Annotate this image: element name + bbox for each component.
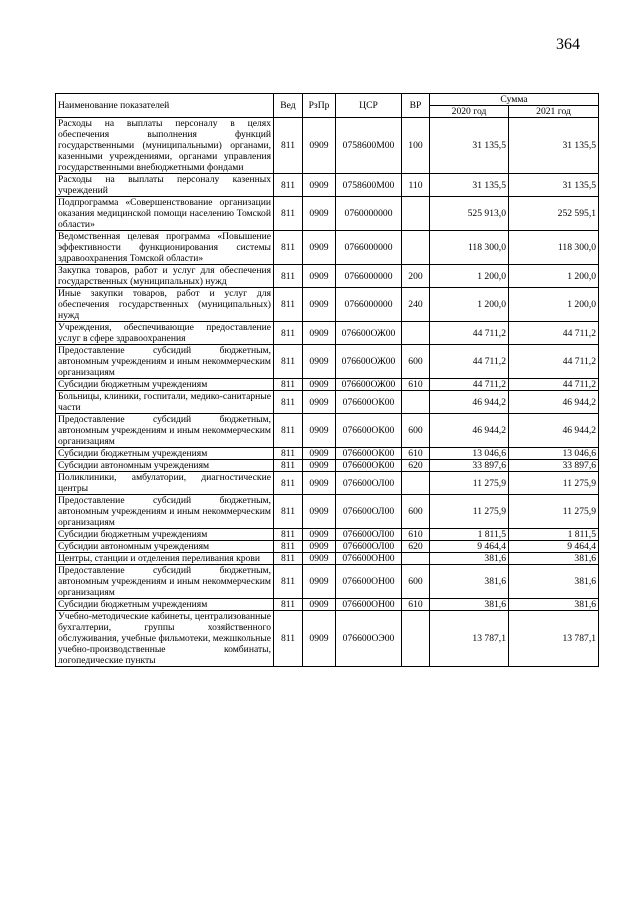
row-csr: 076600ОЛ00	[336, 529, 402, 541]
row-ved: 811	[274, 529, 303, 541]
row-name: Субсидии бюджетным учреждениям	[56, 379, 274, 391]
row-sum-2020: 33 897,6	[430, 460, 509, 472]
row-csr: 076600ОЛ00	[336, 495, 402, 529]
row-ved: 811	[274, 391, 303, 414]
row-name: Центры, станции и отделения переливания крови	[56, 553, 274, 565]
row-vr: 620	[402, 460, 430, 472]
row-vr: 610	[402, 529, 430, 541]
row-csr: 076600ОЖ00	[336, 322, 402, 345]
row-sum-2020: 44 711,2	[430, 379, 509, 391]
row-csr: 076600ОК00	[336, 391, 402, 414]
row-sum-2021: 13 787,1	[509, 611, 599, 667]
row-vr	[402, 231, 430, 265]
row-name: Субсидии автономным учреждениям	[56, 541, 274, 553]
row-rzpr: 0909	[303, 472, 336, 495]
row-sum-2021: 11 275,9	[509, 495, 599, 529]
row-ved: 811	[274, 448, 303, 460]
table-row	[56, 288, 599, 322]
row-sum-2020: 46 944,2	[430, 391, 509, 414]
table-row	[56, 231, 599, 265]
row-csr: 0766000000	[336, 231, 402, 265]
row-vr: 200	[402, 265, 430, 288]
table-header	[56, 94, 599, 118]
row-sum-2021: 381,6	[509, 553, 599, 565]
table-row	[56, 611, 599, 667]
table-row	[56, 414, 599, 448]
row-sum-2020: 44 711,2	[430, 345, 509, 379]
row-sum-2021: 1 811,5	[509, 529, 599, 541]
row-name: Ведомственная целевая программа «Повышение эффективности функционирования системы здравоохранения Томской области»	[56, 231, 274, 265]
row-ved: 811	[274, 322, 303, 345]
row-rzpr: 0909	[303, 553, 336, 565]
table-row	[56, 265, 599, 288]
row-rzpr: 0909	[303, 345, 336, 379]
header-rzpr: РзПр	[303, 94, 336, 118]
row-vr	[402, 197, 430, 231]
row-csr: 0760000000	[336, 197, 402, 231]
row-vr: 610	[402, 379, 430, 391]
row-rzpr: 0909	[303, 611, 336, 667]
row-name: Иные закупки товаров, работ и услуг для обеспечения государственных (муниципальных) нужд	[56, 288, 274, 322]
row-sum-2020: 525 913,0	[430, 197, 509, 231]
row-sum-2020: 118 300,0	[430, 231, 509, 265]
row-vr: 600	[402, 565, 430, 599]
row-ved: 811	[274, 414, 303, 448]
row-name: Больницы, клиники, госпитали, медико-санитарные части	[56, 391, 274, 414]
row-rzpr: 0909	[303, 565, 336, 599]
row-ved: 811	[274, 231, 303, 265]
row-sum-2020: 13 787,1	[430, 611, 509, 667]
row-rzpr: 0909	[303, 541, 336, 553]
row-ved: 811	[274, 460, 303, 472]
row-vr: 610	[402, 599, 430, 611]
row-sum-2020: 1 200,0	[430, 288, 509, 322]
row-name: Субсидии бюджетным учреждениям	[56, 529, 274, 541]
table-row	[56, 345, 599, 379]
row-csr: 076600ОН00	[336, 553, 402, 565]
row-ved: 811	[274, 565, 303, 599]
table-row	[56, 118, 599, 174]
row-rzpr: 0909	[303, 460, 336, 472]
header-name: Наименование показателей	[56, 94, 274, 118]
row-vr: 100	[402, 118, 430, 174]
table-row	[56, 448, 599, 460]
row-csr: 076600ОК00	[336, 448, 402, 460]
row-csr: 076600ОЛ00	[336, 541, 402, 553]
row-sum-2021: 33 897,6	[509, 460, 599, 472]
row-name: Предоставление субсидий бюджетным, автономным учреждениям и иным некоммерческим организациям	[56, 345, 274, 379]
row-sum-2021: 13 046,6	[509, 448, 599, 460]
row-rzpr: 0909	[303, 379, 336, 391]
budget-table	[55, 93, 599, 667]
row-ved: 811	[274, 265, 303, 288]
row-sum-2021: 46 944,2	[509, 414, 599, 448]
row-ved: 811	[274, 345, 303, 379]
row-sum-2020: 9 464,4	[430, 541, 509, 553]
row-csr: 076600ОЖ00	[336, 345, 402, 379]
row-csr: 0766000000	[336, 265, 402, 288]
row-name: Подпрограмма «Совершенствование организации оказания медицинской помощи населению Томской области»	[56, 197, 274, 231]
row-rzpr: 0909	[303, 231, 336, 265]
row-name: Закупка товаров, работ и услуг для обеспечения государственных (муниципальных) нужд	[56, 265, 274, 288]
row-vr: 240	[402, 288, 430, 322]
row-vr: 110	[402, 174, 430, 197]
row-sum-2021: 118 300,0	[509, 231, 599, 265]
page-number: 364	[556, 36, 580, 53]
row-sum-2021: 1 200,0	[509, 265, 599, 288]
row-sum-2021: 31 135,5	[509, 118, 599, 174]
table-row	[56, 460, 599, 472]
row-sum-2020: 31 135,5	[430, 118, 509, 174]
row-vr	[402, 553, 430, 565]
row-ved: 811	[274, 288, 303, 322]
row-sum-2021: 252 595,1	[509, 197, 599, 231]
header-year-2020: 2020 год	[430, 106, 509, 118]
row-csr: 076600ОЭ00	[336, 611, 402, 667]
row-rzpr: 0909	[303, 322, 336, 345]
row-rzpr: 0909	[303, 495, 336, 529]
row-csr: 076600ОК00	[336, 414, 402, 448]
row-name: Субсидии бюджетным учреждениям	[56, 599, 274, 611]
row-sum-2020: 44 711,2	[430, 322, 509, 345]
header-csr: ЦСР	[336, 94, 402, 118]
row-ved: 811	[274, 118, 303, 174]
row-ved: 811	[274, 553, 303, 565]
row-sum-2021: 1 200,0	[509, 288, 599, 322]
row-rzpr: 0909	[303, 414, 336, 448]
table-row	[56, 495, 599, 529]
row-vr: 620	[402, 541, 430, 553]
row-csr: 076600ОК00	[336, 460, 402, 472]
row-sum-2021: 9 464,4	[509, 541, 599, 553]
table-row	[56, 529, 599, 541]
row-sum-2020: 381,6	[430, 553, 509, 565]
row-name: Субсидии автономным учреждениям	[56, 460, 274, 472]
row-rzpr: 0909	[303, 265, 336, 288]
row-name: Предоставление субсидий бюджетным, автономным учреждениям и иным некоммерческим организациям	[56, 414, 274, 448]
header-year-2021: 2021 год	[509, 106, 599, 118]
row-vr	[402, 322, 430, 345]
table-row	[56, 379, 599, 391]
row-ved: 811	[274, 379, 303, 391]
row-sum-2021: 46 944,2	[509, 391, 599, 414]
row-sum-2021: 44 711,2	[509, 379, 599, 391]
row-name: Учреждения, обеспечивающие предоставление услуг в сфере здравоохранения	[56, 322, 274, 345]
row-ved: 811	[274, 197, 303, 231]
row-csr: 0766000000	[336, 288, 402, 322]
table-row	[56, 472, 599, 495]
table-row	[56, 322, 599, 345]
row-ved: 811	[274, 611, 303, 667]
row-rzpr: 0909	[303, 391, 336, 414]
table-row	[56, 197, 599, 231]
row-ved: 811	[274, 541, 303, 553]
table-row	[56, 391, 599, 414]
row-sum-2020: 1 811,5	[430, 529, 509, 541]
header-ved: Вед	[274, 94, 303, 118]
row-sum-2021: 44 711,2	[509, 322, 599, 345]
row-rzpr: 0909	[303, 448, 336, 460]
row-name: Субсидии бюджетным учреждениям	[56, 448, 274, 460]
table-row	[56, 553, 599, 565]
header-sum: Сумма	[430, 94, 599, 106]
row-vr	[402, 391, 430, 414]
row-vr: 600	[402, 414, 430, 448]
row-ved: 811	[274, 472, 303, 495]
row-csr: 076600ОН00	[336, 599, 402, 611]
table-row	[56, 174, 599, 197]
row-sum-2020: 381,6	[430, 599, 509, 611]
row-name: Расходы на выплаты персоналу казенных учреждений	[56, 174, 274, 197]
row-ved: 811	[274, 599, 303, 611]
row-sum-2020: 381,6	[430, 565, 509, 599]
row-vr: 600	[402, 495, 430, 529]
row-sum-2020: 1 200,0	[430, 265, 509, 288]
row-ved: 811	[274, 495, 303, 529]
row-rzpr: 0909	[303, 529, 336, 541]
row-name: Поликлиники, амбулатории, диагностические центры	[56, 472, 274, 495]
row-sum-2021: 381,6	[509, 599, 599, 611]
row-csr: 0758600М00	[336, 118, 402, 174]
row-name: Предоставление субсидий бюджетным, автономным учреждениям и иным некоммерческим организациям	[56, 495, 274, 529]
table-row	[56, 541, 599, 553]
row-name: Расходы на выплаты персоналу в целях обеспечения выполнения функций государственными (муниципальными) органами, казенными учреждениями, органами управления государственными внебюджетными фондами	[56, 118, 274, 174]
row-rzpr: 0909	[303, 118, 336, 174]
row-rzpr: 0909	[303, 174, 336, 197]
table-row	[56, 599, 599, 611]
row-rzpr: 0909	[303, 599, 336, 611]
row-sum-2020: 11 275,9	[430, 472, 509, 495]
row-vr	[402, 611, 430, 667]
row-sum-2021: 381,6	[509, 565, 599, 599]
row-vr: 600	[402, 345, 430, 379]
table-row	[56, 565, 599, 599]
row-ved: 811	[274, 174, 303, 197]
row-sum-2021: 44 711,2	[509, 345, 599, 379]
row-name: Учебно-методические кабинеты, централизованные бухгалтерии, группы хозяйственного обслуживания, учебные фильмотеки, межшкольные учебно-производственные комбинаты, логопедические пункты	[56, 611, 274, 667]
row-name: Предоставление субсидий бюджетным, автономным учреждениям и иным некоммерческим организациям	[56, 565, 274, 599]
row-csr: 076600ОЖ00	[336, 379, 402, 391]
row-sum-2021: 11 275,9	[509, 472, 599, 495]
row-sum-2020: 13 046,6	[430, 448, 509, 460]
header-vr: ВР	[402, 94, 430, 118]
row-sum-2020: 31 135,5	[430, 174, 509, 197]
row-vr: 610	[402, 448, 430, 460]
row-sum-2020: 11 275,9	[430, 495, 509, 529]
row-csr: 0758600М00	[336, 174, 402, 197]
row-sum-2020: 46 944,2	[430, 414, 509, 448]
row-rzpr: 0909	[303, 288, 336, 322]
row-csr: 076600ОН00	[336, 565, 402, 599]
row-csr: 076600ОЛ00	[336, 472, 402, 495]
row-vr	[402, 472, 430, 495]
table-body	[56, 118, 599, 667]
row-rzpr: 0909	[303, 197, 336, 231]
row-sum-2021: 31 135,5	[509, 174, 599, 197]
